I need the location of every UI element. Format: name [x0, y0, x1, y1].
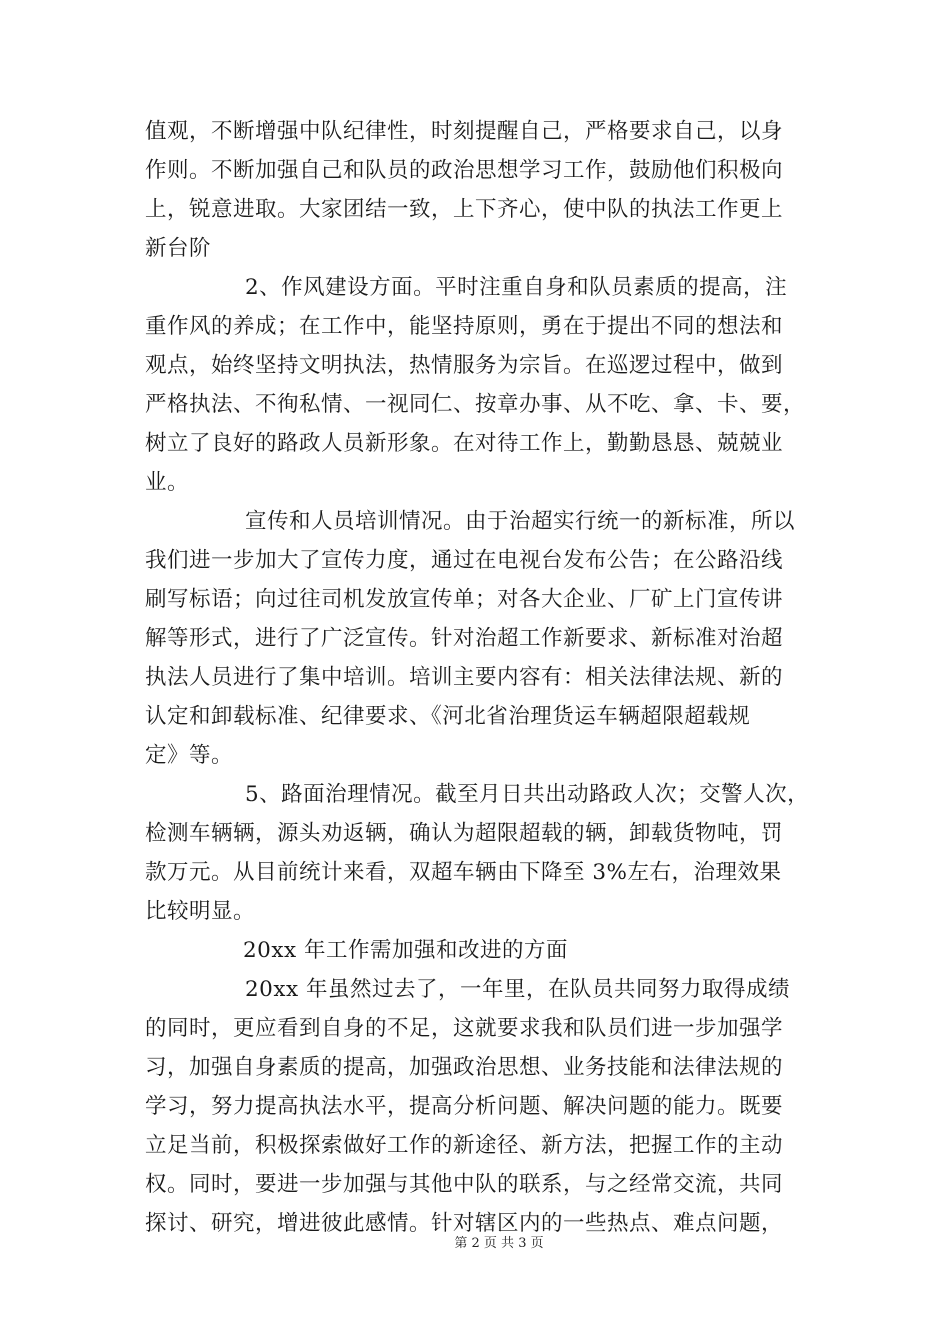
paragraph-p2: [145, 268, 815, 502]
text-line: 解等形式，进行了广泛宣传。针对治超工作新要求、新标准对治超: [145, 626, 784, 651]
text-line: 观点，始终坚持文明执法，热情服务为宗旨。在巡逻过程中，做到: [145, 353, 784, 378]
section-heading: [145, 931, 815, 970]
text-line: 严格执法、不徇私情、一视同仁、按章办事、从不吃、拿、卡、要，: [145, 392, 806, 417]
text-line: 业。: [145, 470, 190, 495]
text-line: 宣传和人员培训情况。由于治超实行统一的新标准，所以: [245, 509, 796, 534]
text-line: 20xx 年虽然过去了，一年里，在队员共同努力取得成绩: [245, 977, 790, 1002]
text-line: 学习，努力提高执法水平，提高分析问题、解决问题的能力。既要: [145, 1094, 784, 1119]
text-line: 上，锐意进取。大家团结一致，上下齐心，使中队的执法工作更上: [145, 197, 784, 222]
text-line: 重作风的养成；在工作中，能坚持原则，勇在于提出不同的想法和: [145, 314, 784, 339]
text-line: 习，加强自身素质的提高，加强政治思想、业务技能和法律法规的: [145, 1055, 784, 1080]
text-line: 执法人员进行了集中培训。培训主要内容有：相关法律法规、新的: [145, 665, 784, 690]
text-line: 款万元。从目前统计来看，双超车辆由下降至 3%左右，治理效果: [145, 860, 782, 885]
text-line: 认定和卸载标准、纪律要求、《河北省治理货运车辆超限超载规: [145, 704, 751, 729]
page-footer: 第 2 页 共 3 页: [454, 1236, 544, 1251]
paragraph-p3: [145, 502, 815, 775]
text-line: 探讨、研究，增进彼此感情。针对辖区内的一些热点、难点问题，: [145, 1211, 784, 1236]
document-body: [145, 112, 815, 1243]
text-line: 检测车辆辆，源头劝返辆，确认为超限超载的辆，卸载货物吨，罚: [145, 821, 784, 846]
text-line: 我们进一步加大了宣传力度，通过在电视台发布公告；在公路沿线: [145, 548, 784, 573]
text-line: 权。同时，要进一步加强与其他中队的联系，与之经常交流，共同: [145, 1172, 784, 1197]
paragraph-p6: [145, 970, 815, 1243]
text-line: 比较明显。: [145, 899, 256, 924]
text-line: 树立了良好的路政人员新形象。在对待工作上，勤勤恳恳、兢兢业: [145, 431, 784, 456]
text-line: 立足当前，积极探索做好工作的新途径、新方法，把握工作的主动: [145, 1133, 784, 1158]
text-line: 刷写标语；向过往司机发放宣传单；对各大企业、厂矿上门宣传讲: [145, 587, 784, 612]
text-line: 新台阶: [145, 236, 212, 261]
heading-text: 20xx 年工作需加强和改进的方面: [243, 938, 568, 963]
paragraph-p1: [145, 112, 815, 268]
text-line: 作则。不断加强自己和队员的政治思想学习工作，鼓励他们积极向: [145, 158, 784, 183]
text-line: 定》等。: [145, 743, 234, 768]
text-line: 2、作风建设方面。平时注重自身和队员素质的提高，注: [245, 275, 788, 300]
text-line: 的同时，更应看到自身的不足，这就要求我和队员们进一步加强学: [145, 1016, 784, 1041]
text-line: 值观，不断增强中队纪律性，时刻提醒自己，严格要求自己，以身: [145, 119, 784, 144]
text-line: 5、路面治理情况。截至月日共出动路政人次；交警人次，: [245, 782, 810, 807]
paragraph-p4: [145, 775, 815, 931]
